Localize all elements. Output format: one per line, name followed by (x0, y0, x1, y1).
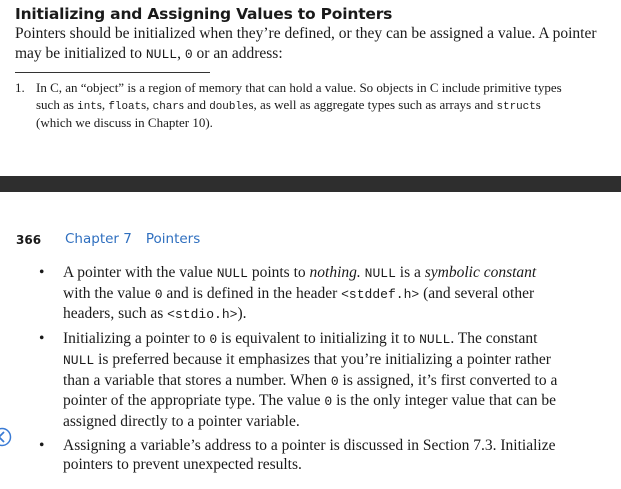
footnote-number: 1. (15, 80, 25, 95)
footnote-text: In C, an “object” is a region of memory that can hold a value. So objects in C include primitive types such as ints, floats, chars and doubles, as well as aggregate types such as arrays and structs (which we discuss in Chapter 10). (36, 80, 562, 130)
bullet-list (39, 263, 563, 479)
running-head (65, 231, 200, 247)
section-heading: Initializing and Assigning Values to Pointers (15, 5, 393, 23)
intro-paragraph: Pointers should be initialized when they’re defined, or they can be assigned a value. A pointer may be initialized to NULL, 0 or an address: (15, 25, 597, 62)
list-item: • A pointer with the value NULL points to nothing. NULL is a symbolic constant with the value 0 and is defined in the header <stddef.h> (and several other headers, such as <stdio.h>). (39, 264, 537, 323)
list-item: • Initializing a pointer to 0 is equivalent to initializing it to NULL. The constant NULL is preferred because it emphasizes that you’re initializing a pointer rather than a variable that stores a number. When 0 is assigned, it’s first converted to a pointer of the appropriate type. The value 0 is the only integer value that can be assigned directly to a pointer variable. (39, 330, 558, 430)
page-number: 366 (16, 233, 42, 247)
code-null: NULL (145, 46, 178, 62)
bullet-icon: • (39, 264, 45, 281)
bullet-icon: • (39, 436, 45, 454)
footnote-rule (15, 72, 210, 73)
footnote (15, 80, 575, 132)
chevron-left-circle-icon[interactable] (0, 427, 12, 447)
running-head-title: Pointers (145, 231, 201, 247)
bullet-icon: • (39, 330, 45, 348)
page-break-band (0, 176, 621, 192)
list-item: • Assigning a variable’s address to a pointer is discussed in Section 7.3. Initialize pointers to prevent unexpected results. (39, 436, 556, 474)
code-zero: 0 (184, 46, 193, 62)
running-head-chapter: Chapter 7 (65, 231, 132, 247)
